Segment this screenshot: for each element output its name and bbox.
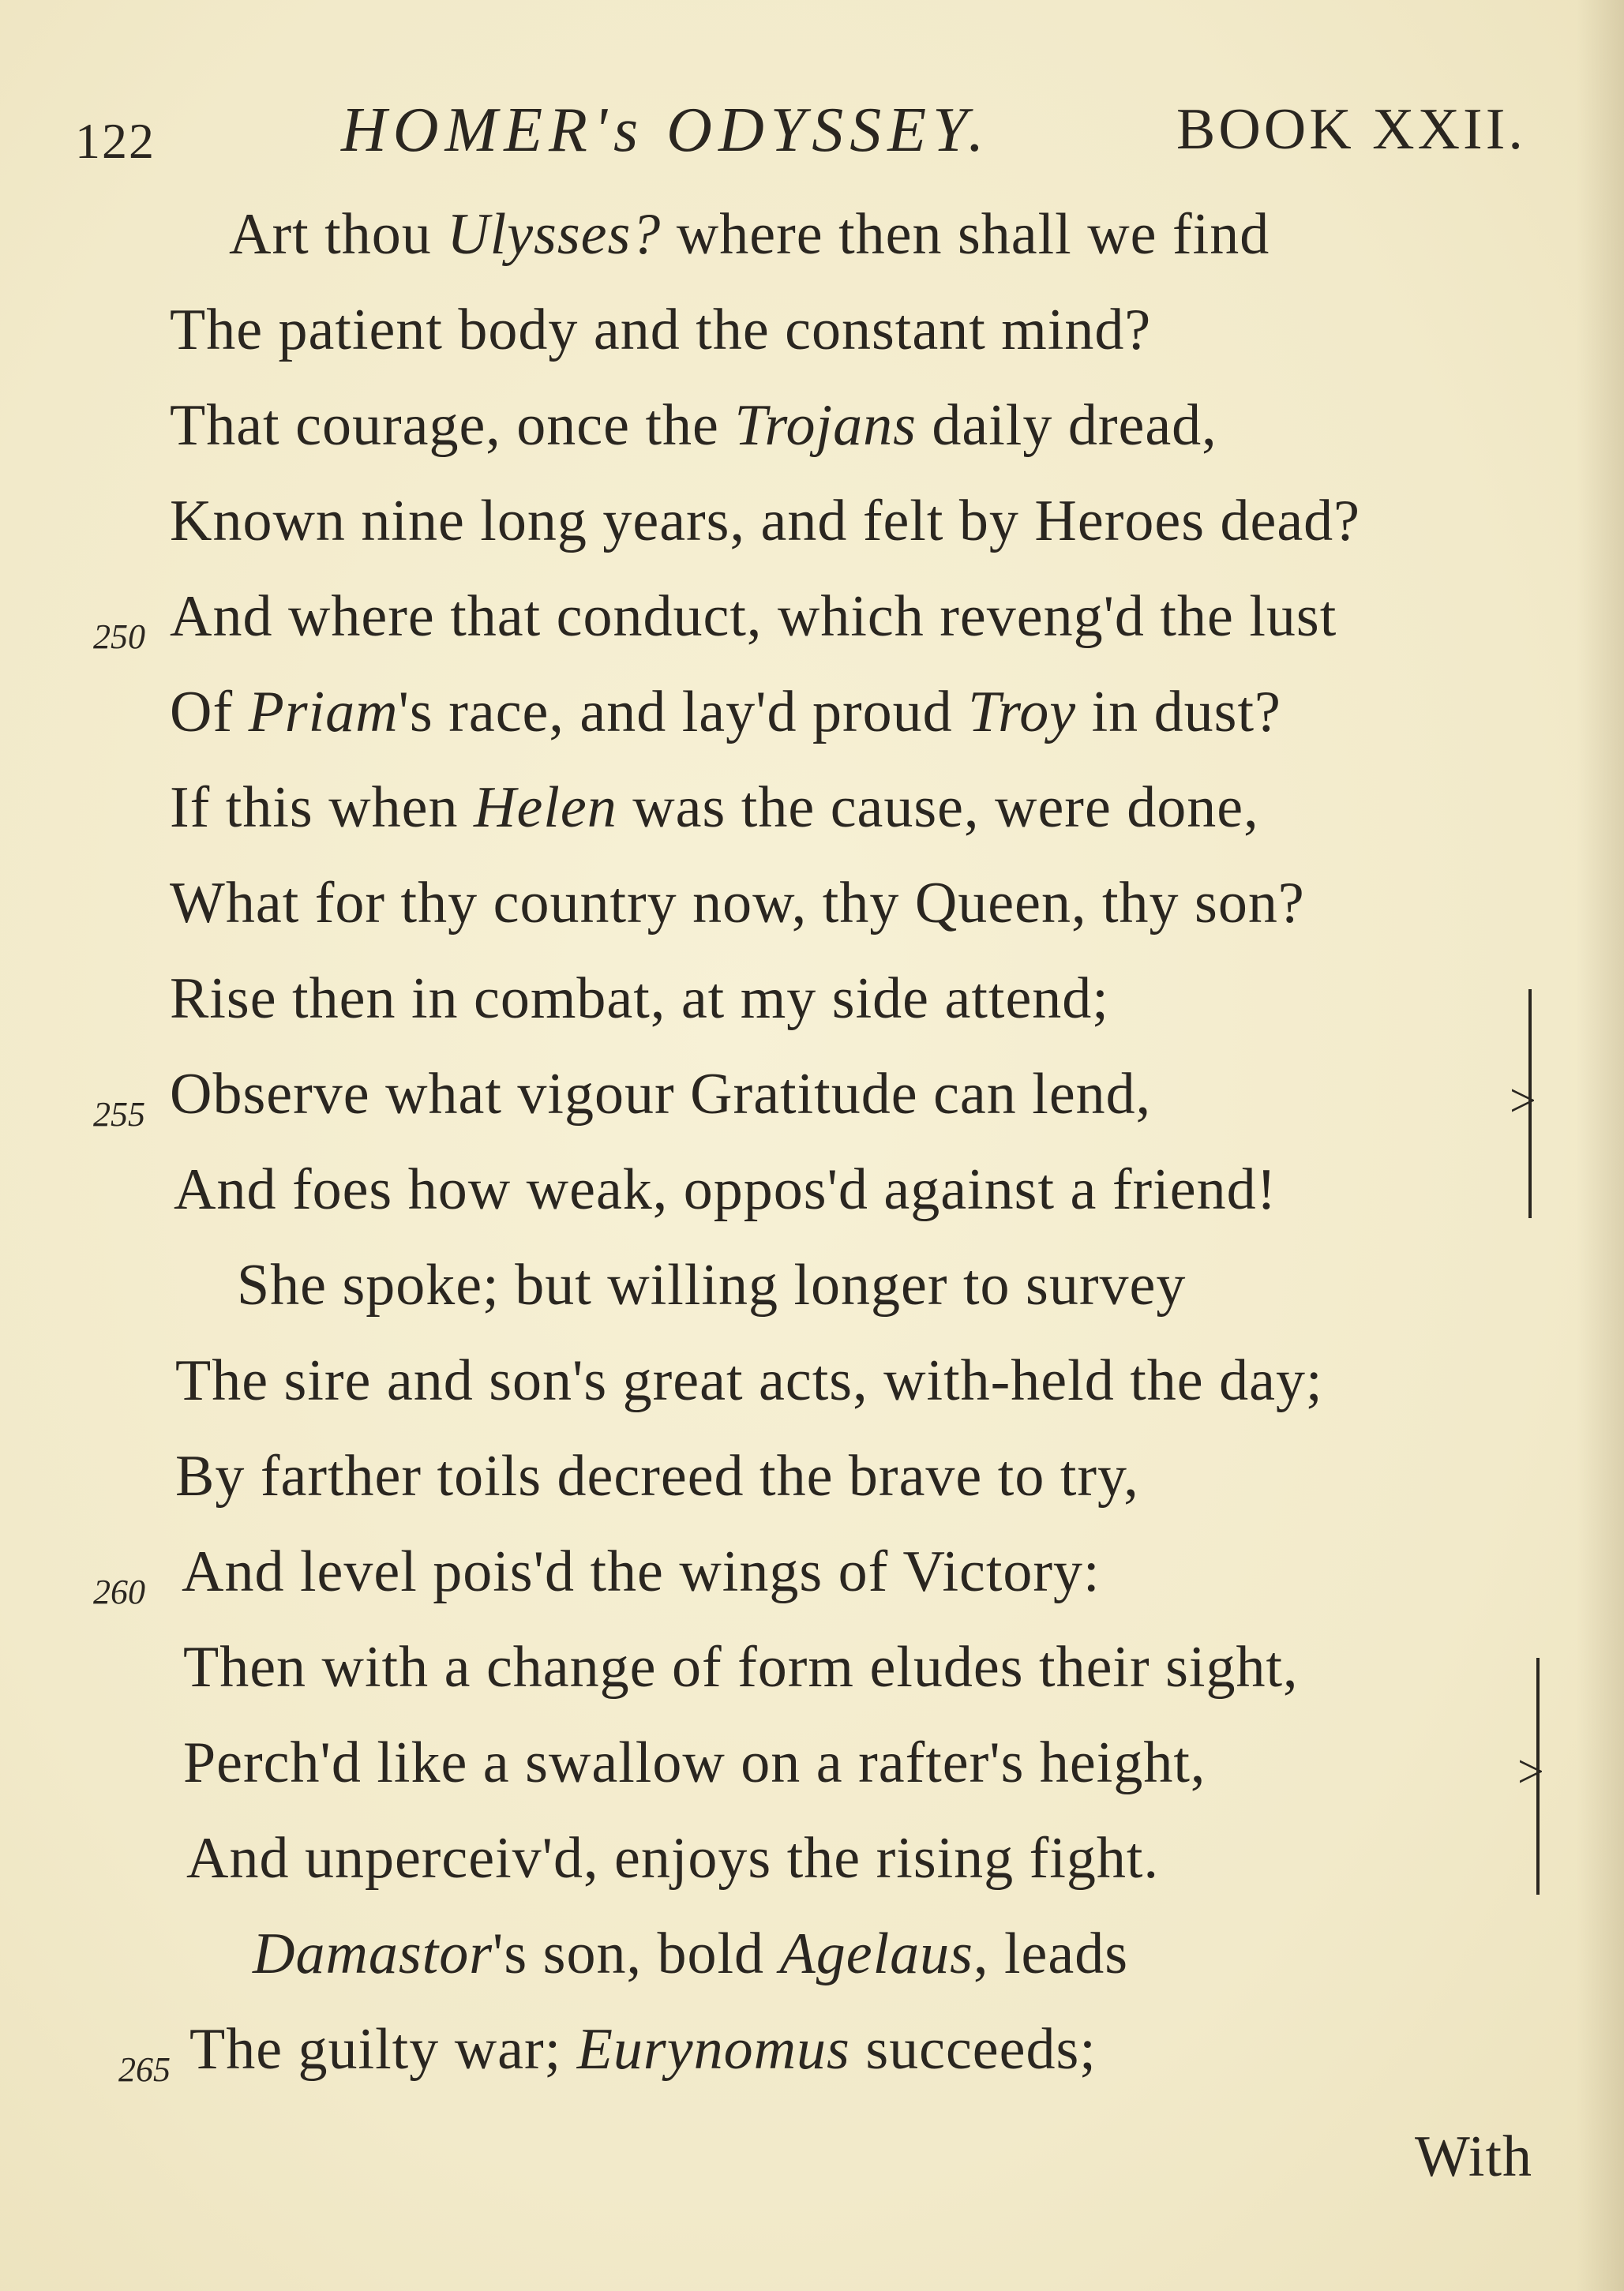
- verse-line: [0, 583, 1624, 679]
- verse-segment: The guilty war;: [189, 2017, 577, 2082]
- verse-line: [0, 1825, 1624, 1921]
- verse-block: [0, 201, 1624, 2112]
- italic-name: Eurynomus: [576, 2017, 850, 2082]
- verse-line: [0, 1539, 1624, 1634]
- running-header: [0, 95, 1624, 182]
- catchword: With: [1415, 2124, 1533, 2189]
- verse-text: [174, 1157, 1277, 1224]
- verse-segment: Rise then in combat, at my side attend;: [170, 966, 1109, 1031]
- verse-line: [0, 870, 1624, 966]
- italic-name: Damastor: [253, 1922, 493, 1986]
- verse-segment: in dust?: [1076, 680, 1281, 744]
- verse-line: [0, 297, 1624, 392]
- verse-segment: Then with a change of form eludes their sight,: [183, 1635, 1299, 1700]
- verse-line: [0, 1634, 1624, 1730]
- verse-line: [0, 392, 1624, 488]
- verse-segment: daily dread,: [916, 393, 1217, 458]
- verse-text: [170, 679, 1281, 746]
- verse-text: [183, 1634, 1299, 1701]
- verse-segment: 's race, and lay'd proud: [398, 680, 969, 744]
- verse-line: [0, 201, 1624, 297]
- verse-line: [0, 1157, 1624, 1252]
- verse-segment: What for thy country now, thy Queen, thy son?: [170, 871, 1305, 936]
- verse-text: [170, 583, 1337, 651]
- line-number: 255: [93, 1095, 145, 1134]
- verse-text: [229, 201, 1270, 268]
- verse-segment: If this when: [170, 775, 474, 840]
- verse-segment: where then shall we find: [661, 202, 1270, 267]
- verse-text: [237, 1252, 1186, 1319]
- verse-segment: Art thou: [229, 202, 448, 267]
- verse-line: [0, 488, 1624, 583]
- verse-text: [253, 1921, 1128, 1988]
- running-title: HOMER's ODYSSEY.: [341, 96, 991, 165]
- italic-name: Agelaus: [779, 1922, 973, 1986]
- verse-text: [175, 1348, 1323, 1415]
- verse-segment: Observe what vigour Gratitude can lend,: [170, 1062, 1152, 1127]
- verse-text: [170, 297, 1151, 364]
- italic-name: Helen: [474, 775, 617, 840]
- triplet-bracket-point: >: [1510, 1074, 1536, 1127]
- verse-segment: succeeds;: [850, 2017, 1097, 2082]
- verse-text: [183, 1730, 1206, 1797]
- verse-segment: The patient body and the constant mind?: [170, 298, 1152, 362]
- verse-segment: And where that conduct, which reveng'd the lust: [170, 584, 1337, 649]
- verse-text: [170, 966, 1109, 1033]
- italic-name: Ulysses?: [447, 202, 662, 267]
- italic-name: Priam: [248, 680, 399, 744]
- verse-line: [0, 966, 1624, 1061]
- verse-segment: was the cause, were done,: [617, 775, 1259, 840]
- verse-text: [189, 2016, 1097, 2083]
- verse-text: [170, 488, 1360, 555]
- line-number: 260: [93, 1573, 145, 1611]
- verse-line: [0, 1730, 1624, 1825]
- verse-segment: Of: [170, 680, 249, 744]
- verse-segment: She spoke; but willing longer to survey: [237, 1253, 1187, 1318]
- verse-segment: Perch'd like a swallow on a rafter's height,: [183, 1730, 1206, 1795]
- verse-segment: And level pois'd the wings of Victory:: [182, 1539, 1101, 1604]
- italic-name: Troy: [968, 680, 1077, 744]
- verse-line: [0, 1921, 1624, 2016]
- verse-line: [0, 1061, 1624, 1157]
- verse-text: [170, 392, 1217, 459]
- verse-line: [0, 774, 1624, 870]
- verse-text: [170, 870, 1305, 937]
- verse-segment: And foes how weak, oppos'd against a friend!: [174, 1157, 1277, 1222]
- verse-segment: , leads: [973, 1922, 1128, 1986]
- verse-text: [175, 1443, 1139, 1510]
- verse-segment: And unperceiv'd, enjoys the rising fight.: [186, 1826, 1159, 1891]
- verse-line: [0, 1348, 1624, 1443]
- verse-segment: Known nine long years, and felt by Heroes dead?: [170, 489, 1361, 553]
- verse-line: [0, 1443, 1624, 1539]
- verse-line: [0, 2016, 1624, 2112]
- verse-text: [182, 1539, 1101, 1606]
- verse-text: [170, 774, 1259, 842]
- triplet-bracket-point: >: [1517, 1745, 1544, 1798]
- verse-line: [0, 1252, 1624, 1348]
- verse-text: [186, 1825, 1159, 1892]
- page-number: 122: [75, 113, 156, 169]
- verse-segment: By farther toils decreed the brave to try,: [175, 1444, 1139, 1509]
- verse-text: [170, 1061, 1151, 1128]
- line-number: 250: [93, 617, 145, 656]
- book-label: BOOK XXII.: [1176, 97, 1526, 162]
- verse-segment: The sire and son's great acts, with-held the day;: [175, 1348, 1323, 1413]
- italic-name: Trojans: [734, 393, 917, 458]
- verse-segment: 's son, bold: [493, 1922, 780, 1986]
- verse-segment: That courage, once the: [170, 393, 735, 458]
- line-number: 265: [118, 2050, 171, 2089]
- verse-line: [0, 679, 1624, 774]
